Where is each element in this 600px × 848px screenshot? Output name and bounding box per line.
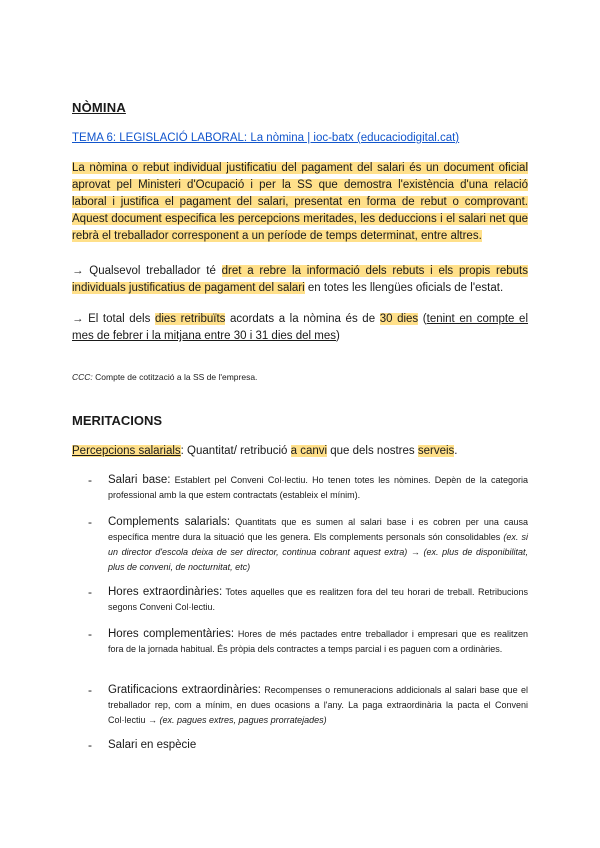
- item-lead: Hores complementàries:: [108, 628, 235, 640]
- days-count-highlight: 30 dies: [379, 313, 419, 325]
- percepcions-highlight-c: a canvi: [290, 445, 328, 457]
- intro-text: La nòmina o rebut individual justificatiu del pagament del salari és un document oficial aprovat pel Ministeri d'Ocupació i per la SS que demostra l'existència d'una relació laboral i justifica el pagament del salari, presentat en forma de rebut o comprovant. Aquest document especifica les percepcions meritades, les deduccions i el salari net que rebrà el treballador corresponent a un període de temps determinat, entre altres.: [72, 162, 528, 242]
- percepcions-highlight-e: serveis: [417, 445, 455, 457]
- rights-paragraph: [72, 263, 528, 297]
- item-text: Establert pel Conveni Col·lectiu. Ho tenen totes les nòmines. Depèn de la categoria professional amb la que estem contractats (estableix el mínim).: [108, 475, 528, 500]
- list-item: [108, 473, 528, 503]
- rights-text-a: → Qualsevol treballador té: [72, 265, 222, 277]
- list-item: [108, 627, 528, 657]
- item-italic: (ex. pagues extres, pagues prorratejades): [159, 715, 327, 725]
- section-heading: MERITACIONS: [72, 413, 163, 428]
- bullet-marker: -: [88, 515, 92, 529]
- bullet-marker: -: [88, 627, 92, 641]
- rights-highlight: dret a rebre la informació dels rebuts i els propis rebuts individuals justificatius de pagament del salari: [72, 265, 528, 294]
- percepcions-text-b: : Quantitat/ retribució: [180, 445, 291, 457]
- list-item: [108, 683, 528, 728]
- list-item: [108, 585, 528, 615]
- percepcions-paragraph: [72, 443, 528, 460]
- item-lead: Salari base:: [108, 474, 171, 486]
- item-italic: (ex. si un director d'escola deixa de ser director, continua cobrant aquest extra): [108, 532, 528, 557]
- item-lead: Hores extraordinàries:: [108, 586, 223, 598]
- item-text: Hores de més pactades entre treballador i empresari que es realitzen fora de la jornada habitual. És pròpia dels contractes a temps parcial i es paguen com a ordinàries.: [108, 629, 528, 654]
- bullet-marker: -: [88, 683, 92, 697]
- source-link[interactable]: TEMA 6: LEGISLACIÓ LABORAL: La nòmina | ioc-batx (educaciodigital.cat): [72, 132, 460, 144]
- days-text-c: acordats a la nòmina és de: [225, 313, 380, 325]
- bullet-marker: -: [88, 738, 92, 752]
- days-paragraph: [72, 311, 528, 345]
- rights-text-c: en totes les llengües oficials de l'estat.: [304, 282, 504, 294]
- days-highlight: dies retribuïts: [154, 313, 226, 325]
- bullet-marker: -: [88, 585, 92, 599]
- item-lead: Complements salarials:: [108, 516, 231, 528]
- list-item: [108, 738, 528, 753]
- ccc-note: [72, 372, 257, 382]
- percepcions-text-f: .: [454, 445, 458, 457]
- intro-paragraph: [72, 160, 528, 245]
- days-text-e: (: [418, 313, 427, 325]
- item-text-2: →: [407, 547, 424, 557]
- percepcions-term: Percepcions salarials: [72, 445, 181, 457]
- list-item: [108, 515, 528, 575]
- item-text: Recompenses o remuneracions addicionals al salari base que el treballador rep, com a mínim, en dues ocasions a l'any. La paga extraordinària la pacta el Conveni Col·lectiu →: [108, 685, 528, 725]
- ccc-label: CCC:: [72, 372, 93, 382]
- item-text: Quantitats que es sumen al salari base i es cobren per una causa específica mentre dura la situació que les genera. Els complements personals són consolidables: [108, 517, 529, 542]
- item-text: Totes aquelles que es realitzen fora del teu horari de treball. Retribucions segons Conveni Col·lectiu.: [108, 587, 528, 612]
- item-italic-2: (ex. plus de disponibilitat, plus de conveni, de nocturnitat, etc): [108, 547, 528, 572]
- ccc-text: Compte de cotització a la SS de l'empresa.: [92, 372, 258, 382]
- bullet-marker: -: [88, 473, 92, 487]
- days-underlined: tenint en compte el mes de febrer i la mitjana entre 30 i 31 dies del mes: [72, 313, 529, 342]
- percepcions-text-d: que dels nostres: [327, 445, 418, 457]
- days-text-a: → El total dels: [72, 313, 155, 325]
- page-title: NÒMINA: [72, 100, 126, 115]
- days-text-g: ): [336, 330, 340, 342]
- item-lead: Gratificacions extraordinàries:: [108, 684, 261, 696]
- item-lead: Salari en espècie: [108, 739, 197, 751]
